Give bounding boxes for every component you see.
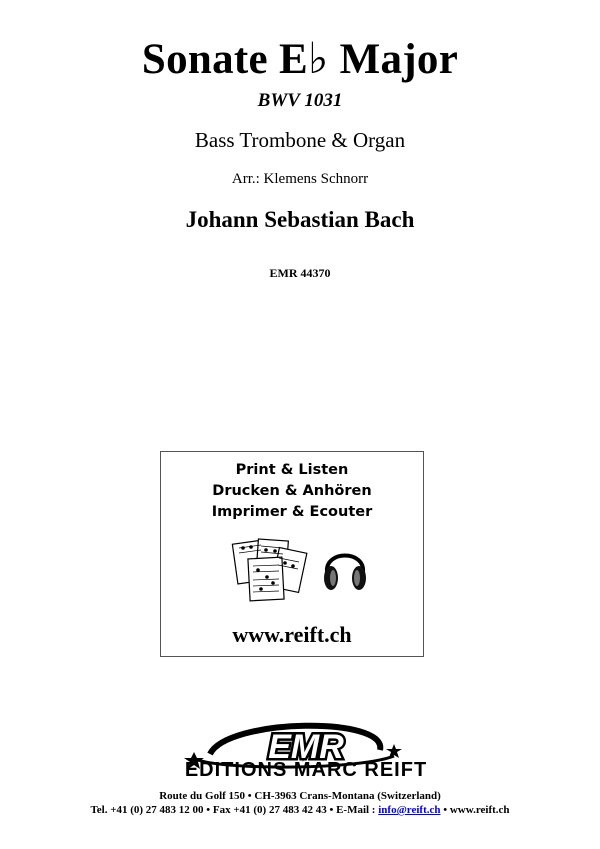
publisher-address: Route du Golf 150 • CH-3963 Crans-Montana (Switzerland) (159, 790, 441, 802)
promo-line-german: Drucken & Anhören (212, 483, 372, 499)
arranger: Arr.: Klemens Schnorr (231, 171, 369, 187)
score-title: Sonate E♭ Major (141, 36, 459, 83)
headphones-icon (321, 540, 369, 596)
contact-website: • www.reift.ch (440, 804, 510, 816)
promo-line-english: Print & Listen (235, 462, 349, 478)
email-link[interactable]: info@reift.ch (378, 804, 441, 816)
publisher-name: EDITIONS MARC REIFT (184, 759, 428, 781)
promo-text (161, 460, 423, 523)
logo-letters: EMR (268, 728, 344, 766)
catalog-number: EMR 44370 (269, 266, 331, 280)
composer: Johann Sebastian Bach (185, 207, 415, 232)
print-listen-box[interactable] (160, 451, 424, 657)
publisher-contact (0, 804, 600, 816)
contact-phone-fax: Tel. +41 (0) 27 483 12 00 • Fax +41 (0) 27 483 42 43 • E-Mail : (90, 804, 379, 816)
sheet-music-icon (231, 536, 309, 604)
instrumentation: Bass Trombone & Organ (194, 128, 406, 152)
promo-line-french: Imprimer & Ecouter (211, 504, 373, 520)
catalog-bwv: BWV 1031 (257, 90, 343, 111)
website-link[interactable]: www.reift.ch (232, 622, 352, 647)
